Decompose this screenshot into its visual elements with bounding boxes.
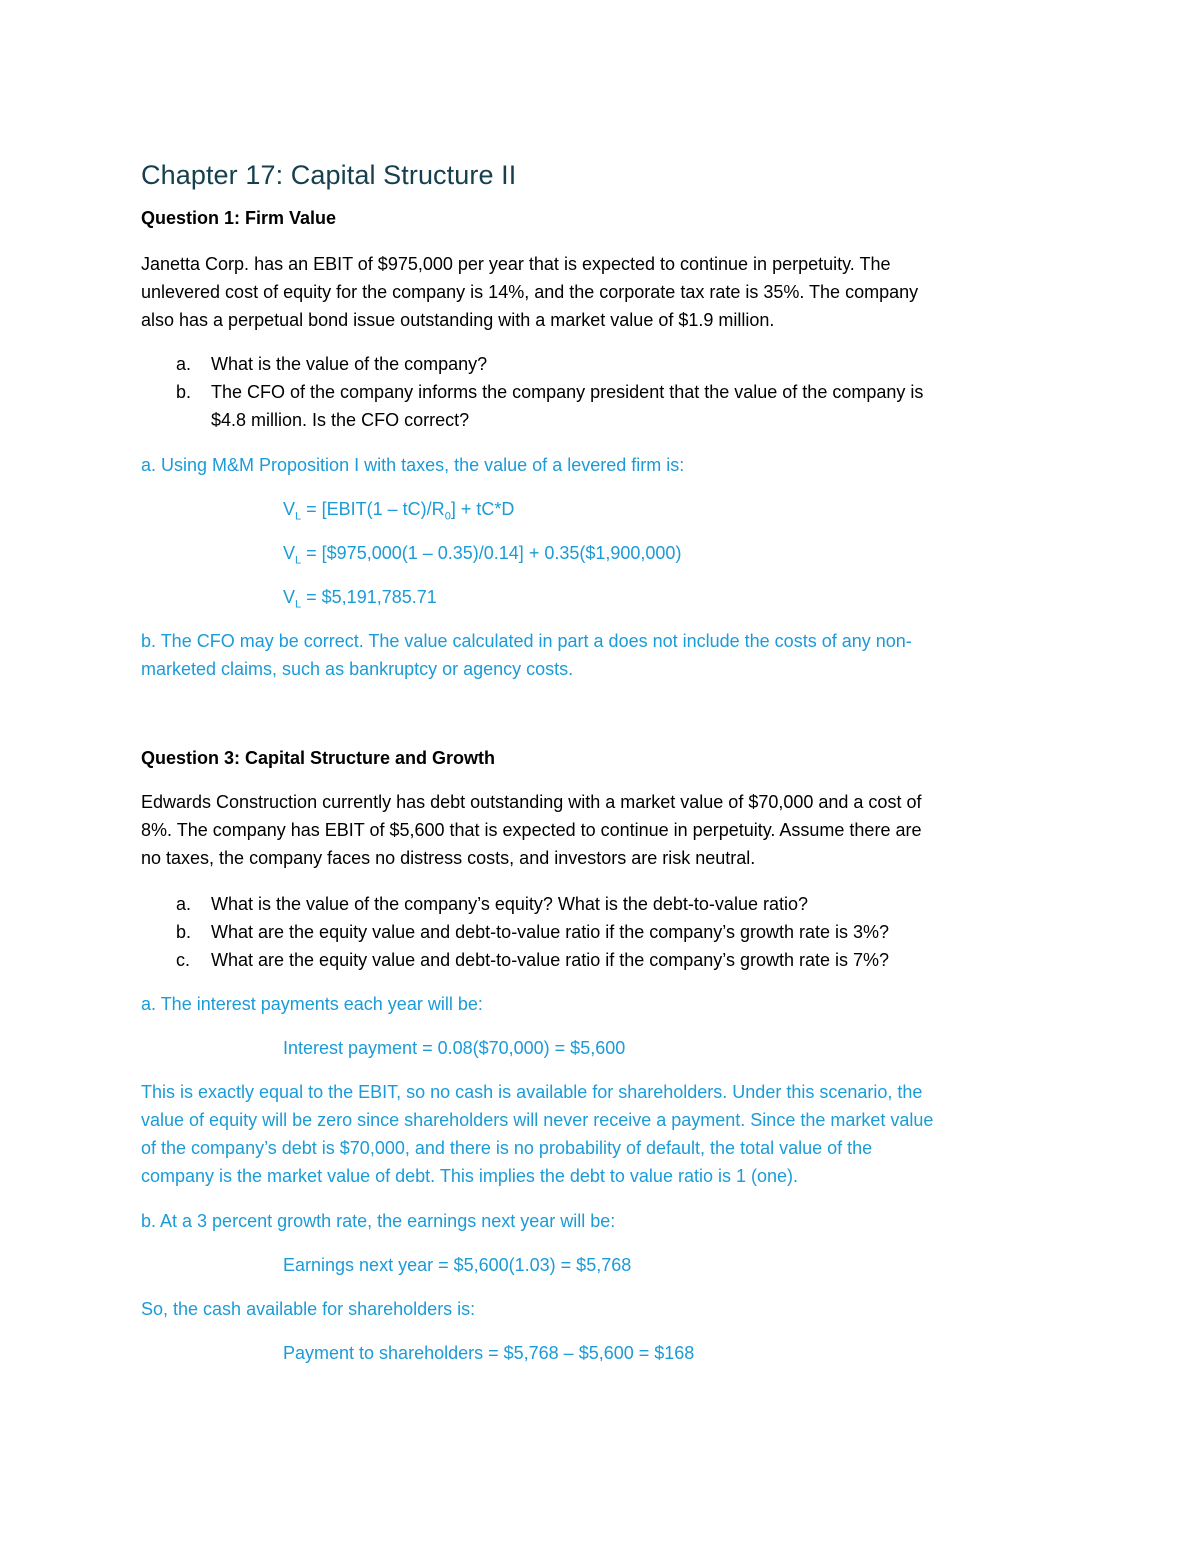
q1-answer-b-line: b. The CFO may be correct. The value calculated in part a does not include the costs of any non- bbox=[141, 631, 912, 651]
q3-answer-b-intro: b. At a 3 percent growth rate, the earnings next year will be: bbox=[141, 1211, 616, 1231]
q3-item-text: What are the equity value and debt-to-value ratio if the company’s growth rate is 7%? bbox=[211, 950, 890, 970]
q3-answer-a-intro: a. The interest payments each year will be: bbox=[141, 994, 483, 1014]
q1-item-text: The CFO of the company informs the company president that the value of the company is bbox=[211, 382, 924, 402]
q3-answer-a-line: value of equity will be zero since shareholders will never receive a payment. Since the market value bbox=[141, 1110, 934, 1130]
question-3-heading: Question 3: Capital Structure and Growth bbox=[141, 748, 496, 768]
q3-item-marker: b. bbox=[176, 922, 192, 942]
q3-item-text: What is the value of the company’s equity? What is the debt-to-value ratio? bbox=[211, 894, 808, 914]
q3-item-text: What are the equity value and debt-to-value ratio if the company’s growth rate is 3%? bbox=[211, 922, 890, 942]
q3-answer-a-line: This is exactly equal to the EBIT, so no cash is available for shareholders. Under this scenario, the bbox=[141, 1082, 923, 1102]
q3-cash-intro: So, the cash available for shareholders is: bbox=[141, 1299, 476, 1319]
q3-problem-line: Edwards Construction currently has debt outstanding with a market value of $70,000 and a cost of bbox=[141, 792, 922, 812]
q1-answer-a-intro: a. Using M&M Proposition I with taxes, the value of a levered firm is: bbox=[141, 455, 685, 475]
question-1-heading: Question 1: Firm Value bbox=[141, 208, 337, 228]
page-title: Chapter 17: Capital Structure II bbox=[141, 160, 517, 190]
q3-answer-a-line: of the company’s debt is $70,000, and there is no probability of default, the total value of the bbox=[141, 1138, 873, 1158]
q3-answer-a-line: company is the market value of debt. This implies the debt to value ratio is 1 (one). bbox=[141, 1166, 798, 1186]
q1-problem-line: unlevered cost of equity for the company is 14%, and the corporate tax rate is 35%. The company bbox=[141, 282, 919, 302]
q3-item-marker: a. bbox=[176, 894, 192, 914]
q3-formula-earnings: Earnings next year = $5,600(1.03) = $5,768 bbox=[283, 1255, 632, 1275]
q1-item-marker: b. bbox=[176, 382, 192, 402]
q3-problem-line: 8%. The company has EBIT of $5,600 that is expected to continue in perpetuity. Assume there are bbox=[141, 820, 922, 840]
q1-formula: $V_L$ = [$975,000(1 – 0.35)/0.14] + 0.35($1,900,000) bbox=[283, 543, 682, 567]
q1-problem-line: Janetta Corp. has an EBIT of $975,000 per year that is expected to continue in perpetuity. The bbox=[141, 254, 891, 274]
q1-problem-line: also has a perpetual bond issue outstanding with a market value of $1.9 million. bbox=[141, 310, 775, 330]
q1-answer-b-line: marketed claims, such as bankruptcy or agency costs. bbox=[141, 659, 574, 679]
q3-problem-line: no taxes, the company faces no distress costs, and investors are risk neutral. bbox=[141, 848, 756, 868]
q3-formula-payment: Payment to shareholders = $5,768 – $5,600 = $168 bbox=[283, 1343, 695, 1363]
q1-formula: $V_L$ = $5,191,785.71 bbox=[283, 587, 437, 611]
q3-formula-interest: Interest payment = 0.08($70,000) = $5,600 bbox=[283, 1038, 626, 1058]
q1-item-marker: a. bbox=[176, 354, 192, 374]
q1-item-text: What is the value of the company? bbox=[211, 354, 488, 374]
q3-item-marker: c. bbox=[176, 950, 191, 970]
q1-formula: $V_L$ = [EBIT(1 – $tC)/R_0] + tC*D$ bbox=[283, 499, 515, 523]
q1-item-text: $4.8 million. Is the CFO correct? bbox=[211, 410, 470, 430]
